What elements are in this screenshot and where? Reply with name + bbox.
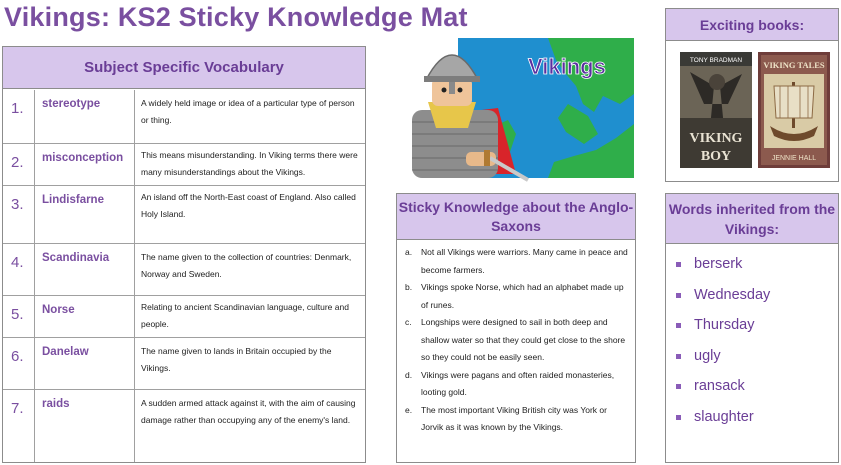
item-letter: b. xyxy=(405,282,413,292)
vocab-row xyxy=(3,244,365,296)
vocab-word: raids xyxy=(42,398,70,410)
vocab-word: stereotype xyxy=(42,98,101,110)
book-title-line2: BOY xyxy=(700,149,732,164)
item-letter: c. xyxy=(405,317,412,327)
inherited-words-heading: Words inherited from the Vikings: xyxy=(666,194,838,244)
vocab-definition: Relating to ancient Scandinavian language, culture and people. xyxy=(141,302,349,329)
list-item xyxy=(666,310,838,341)
vocab-definition: A widely held image or idea of a particular type of person or thing. xyxy=(141,98,355,125)
item-letter: d. xyxy=(405,369,413,380)
vocab-word: Scandinavia xyxy=(42,252,110,264)
item-letter: a. xyxy=(405,247,413,257)
bullet-icon xyxy=(676,262,681,267)
sticky-item xyxy=(403,244,629,279)
word-text: ugly xyxy=(694,347,721,364)
sticky-item xyxy=(403,279,629,314)
bullet-icon xyxy=(676,415,681,420)
viking-illustration xyxy=(398,34,634,184)
book-cover-viking-tales xyxy=(758,52,830,168)
list-item xyxy=(666,341,838,372)
vocab-number: 1. xyxy=(11,100,24,117)
vocab-definition: A sudden armed attack against it, with the aim of causing damage rather than occupying any of the enemy's land. xyxy=(141,398,356,425)
vocab-row xyxy=(3,90,365,144)
item-text: Not all Vikings were warriors. Many came in peace and become farmers. xyxy=(421,247,628,275)
vocab-definition: This means misunderstanding. In Viking terms there were many misunderstandings about the Vikings. xyxy=(141,150,358,177)
vocab-number: 5. xyxy=(11,306,24,323)
vocab-row xyxy=(3,338,365,390)
book-author: TONY BRADMAN xyxy=(689,57,743,64)
word-text: berserk xyxy=(694,256,743,272)
book-author: JENNIE HALL xyxy=(771,155,817,162)
vocab-definition: An island off the North-East coast of England. Also called Holy Island. xyxy=(141,192,356,219)
vocab-number: 7. xyxy=(11,400,24,417)
item-text: Vikings spoke Norse, which had an alphabet made up of runes. xyxy=(421,282,624,310)
sticky-knowledge-heading: Sticky Knowledge about the Anglo-Saxons xyxy=(397,194,635,240)
list-item xyxy=(666,280,838,311)
vocab-word: Lindisfarne xyxy=(42,194,104,206)
vocab-word: misconception xyxy=(42,152,124,164)
word-text: ransack xyxy=(694,378,745,394)
vocab-number: 3. xyxy=(11,196,24,213)
bullet-icon xyxy=(676,323,681,328)
item-text: The most important Viking British city was York or Jorvik as it was known by the Vikings. xyxy=(421,404,607,432)
vocab-number: 2. xyxy=(11,154,24,171)
sticky-knowledge-panel xyxy=(396,193,636,463)
books-heading: Exciting books: xyxy=(666,9,838,41)
vocab-row xyxy=(3,296,365,338)
book-title-line1: VIKING TALES xyxy=(763,60,825,70)
vocab-row xyxy=(3,186,365,244)
bullet-icon xyxy=(676,384,681,389)
list-item xyxy=(666,402,838,433)
picture-label: Vikings xyxy=(528,54,606,79)
vocab-word: Norse xyxy=(42,304,75,316)
bullet-icon xyxy=(676,293,681,298)
vocab-definition: The name given to lands in Britain occupied by the Vikings. xyxy=(141,346,332,373)
sticky-item xyxy=(403,314,629,367)
vocab-number: 4. xyxy=(11,254,24,271)
book-title-line1: VIKING xyxy=(689,131,743,146)
list-item xyxy=(666,249,838,280)
vocab-definition: The name given to the collection of countries: Denmark, Norway and Sweden. xyxy=(141,252,352,279)
vocab-word: Danelaw xyxy=(42,346,89,358)
word-text: Thursday xyxy=(694,317,755,333)
book-cover-viking-boy xyxy=(680,52,752,168)
page-title: Vikings: KS2 Sticky Knowledge Mat xyxy=(4,2,468,32)
bullet-icon xyxy=(676,354,681,359)
vocabulary-table xyxy=(2,46,366,463)
books-panel xyxy=(665,8,839,182)
inherited-words-panel xyxy=(665,193,839,463)
vocabulary-heading: Subject Specific Vocabulary xyxy=(3,47,365,89)
sticky-item xyxy=(403,402,629,437)
item-text: Longships were designed to sail in both deep and shallow water so that they could get close to the shore so they could not be easily seen. xyxy=(421,317,626,362)
vocab-row xyxy=(3,144,365,186)
item-text: Vikings were pagans and often raided monasteries, looting gold. xyxy=(421,369,615,397)
vocab-row xyxy=(3,390,365,462)
item-letter: e. xyxy=(405,404,413,415)
word-text: slaughter xyxy=(694,408,754,425)
vocab-number: 6. xyxy=(11,348,24,365)
word-text: Wednesday xyxy=(694,286,771,303)
sticky-item xyxy=(403,367,629,402)
list-item xyxy=(666,371,838,402)
